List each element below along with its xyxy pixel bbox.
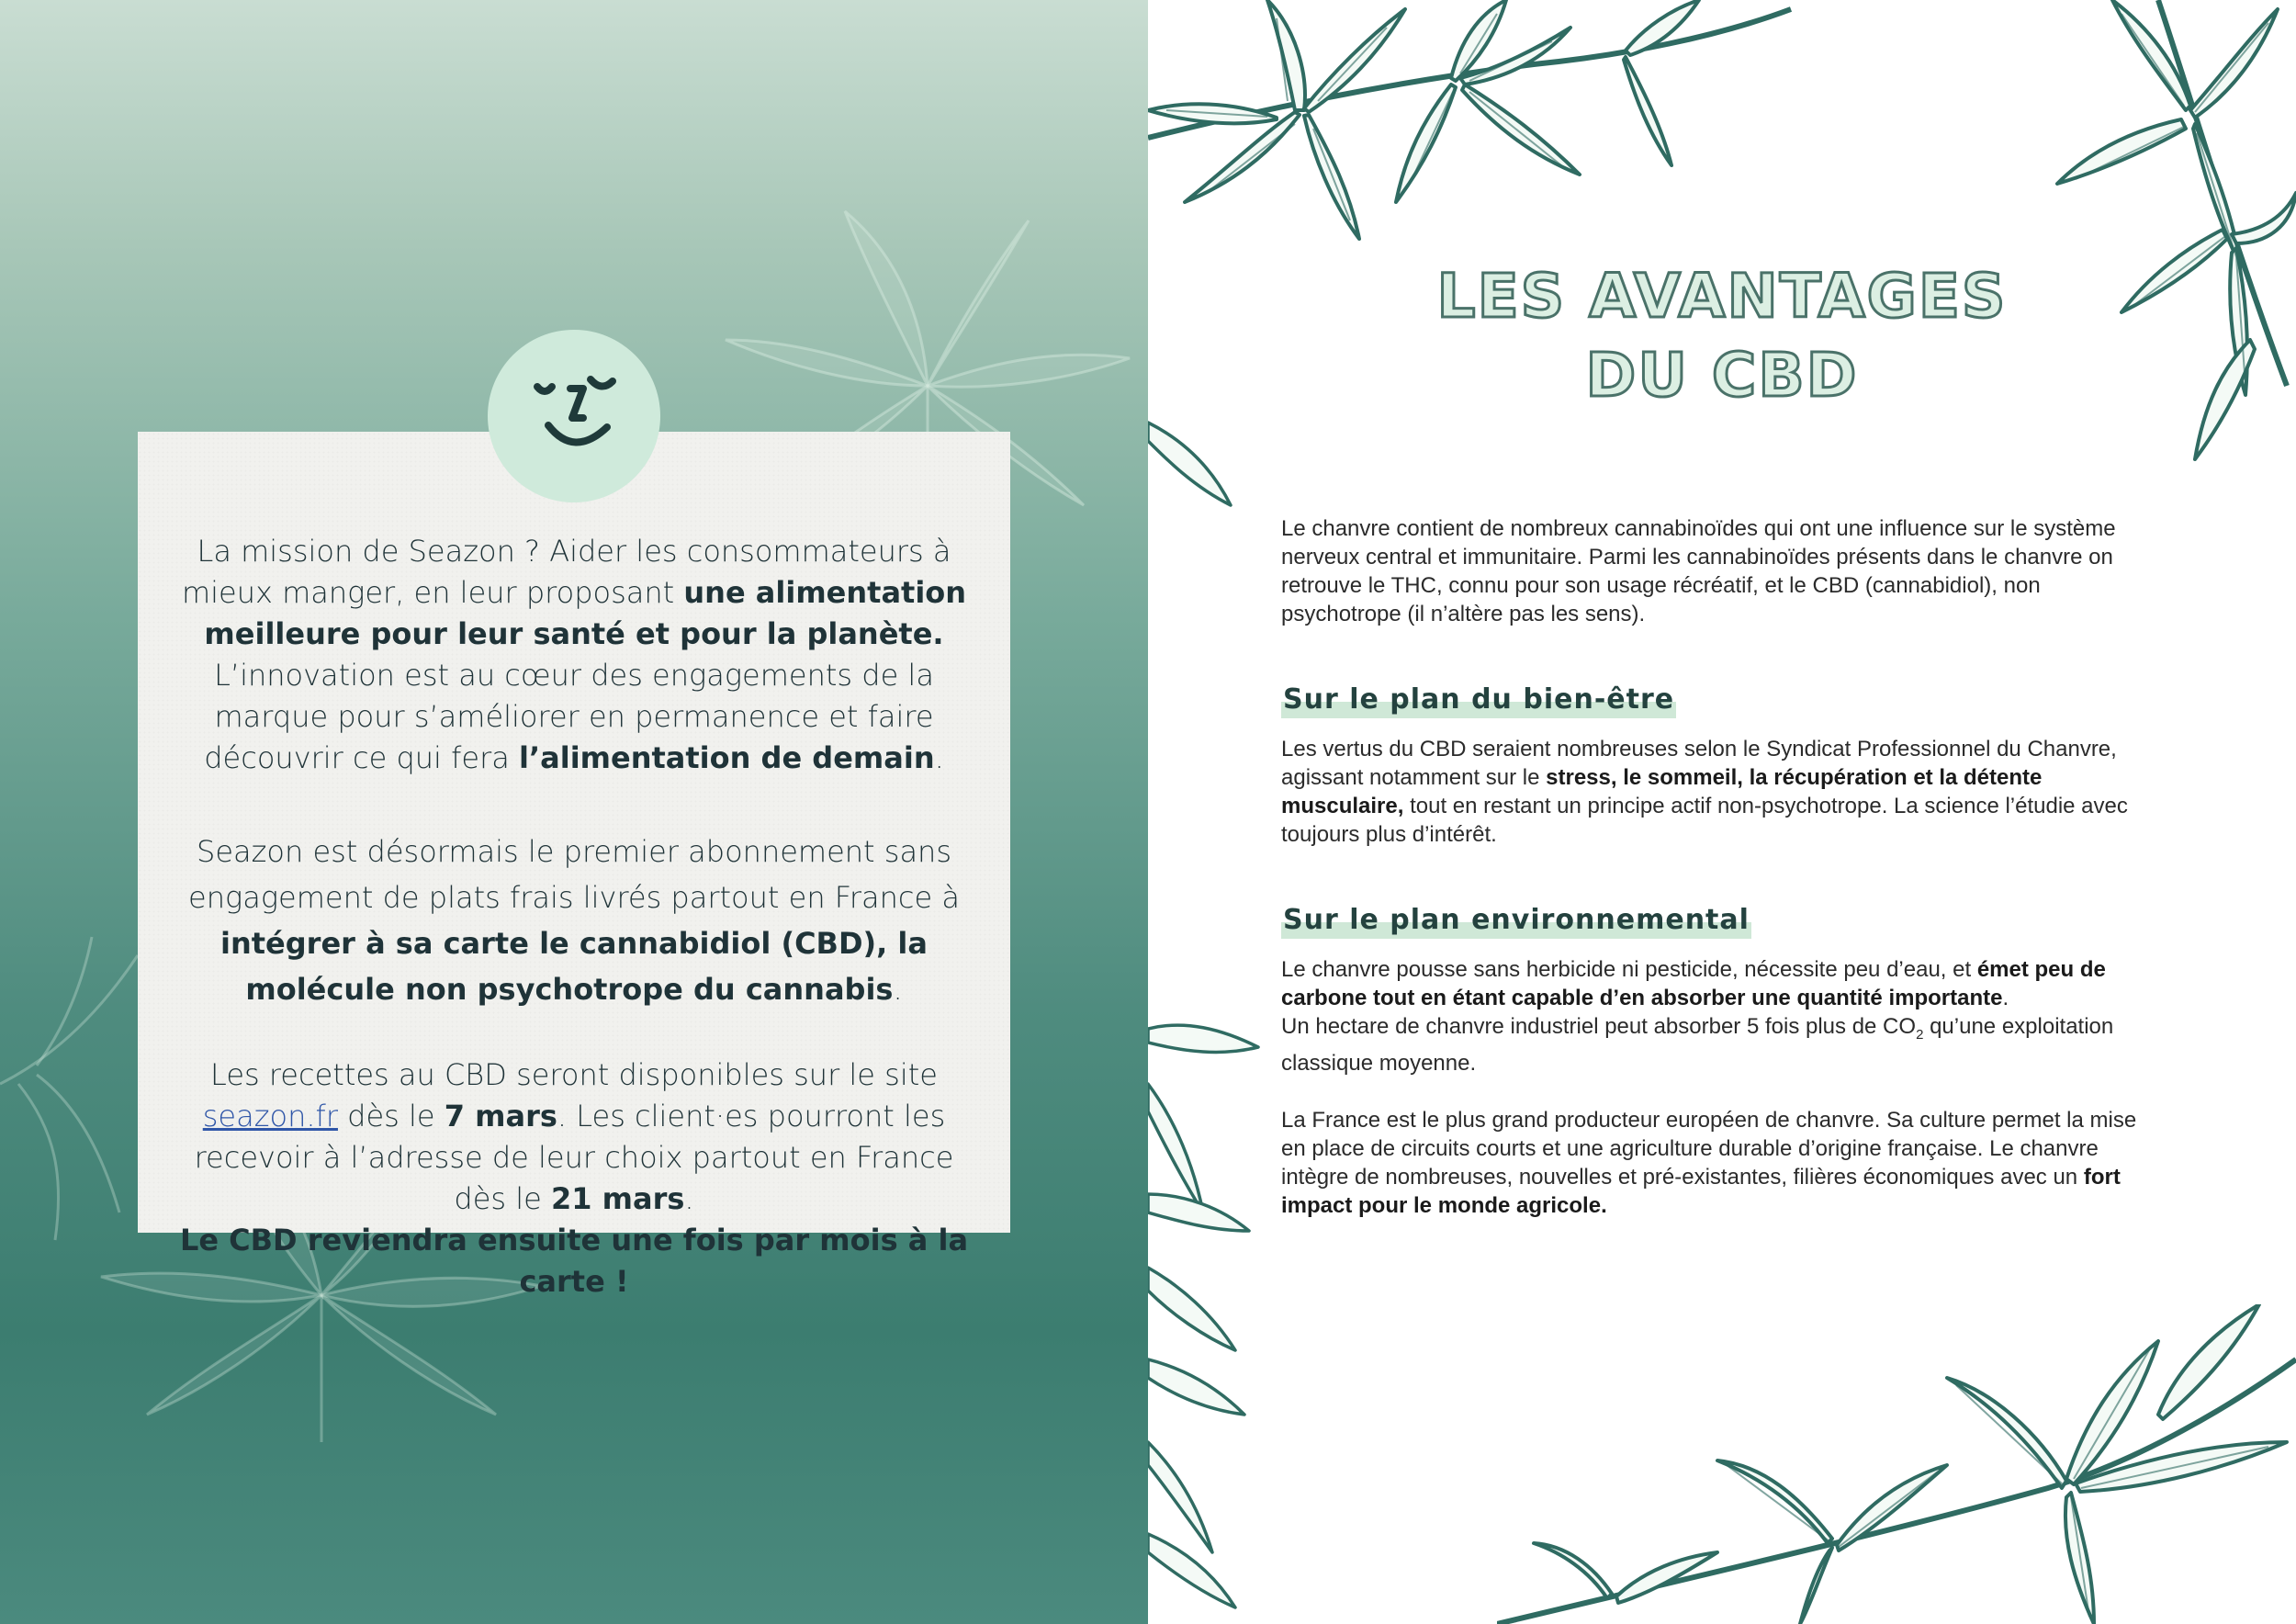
section-title-environment: Sur le plan environnemental xyxy=(1281,902,1751,939)
mission-card xyxy=(138,432,1010,1299)
mission-highlight: une alimentation meilleure pour leur santé et pour la planète. xyxy=(204,575,967,651)
monthly-return-note: Le CBD reviendra ensuite une fois par mois à la carte ! xyxy=(179,1223,969,1299)
france-text: La France est le plus grand producteur européen de chanvre. Sa culture permet la mise en place de circuits courts et une agriculture durable d’origine française. Le chanvre intègre de nombreuses, nouvelles et pré-existantes, filières économiques avec un xyxy=(1281,1107,2137,1190)
environment-highlight: émet peu de carbone tout en étant capable d’en absorber une quantité importante xyxy=(1281,957,2106,1010)
mission-paragraph xyxy=(174,531,974,779)
date-march-7: 7 mars xyxy=(444,1099,557,1133)
title-line-2: DU CBD xyxy=(1585,340,1859,411)
wellbeing-highlight: stress, le sommeil, la récupération et la détente musculaire, xyxy=(1281,765,2043,818)
smiley-badge xyxy=(488,330,660,502)
subscription-text: . xyxy=(893,972,903,1007)
intro-paragraph: Le chanvre contient de nombreux cannabinoïdes qui ont une influence sur le système nerveux central et immunitaire. Parmi les cannabinoïdes présents dans le chanvre on retrouve le THC, connu pour son usage récréatif, et le CBD (cannabidiol), non psychotrope (il n’altère pas les sens). xyxy=(1281,516,2116,626)
availability-text: . Les client·es pourront les recevoir à l’adresse de leur choix partout en France dès le xyxy=(194,1099,954,1216)
co2-subscript: 2 xyxy=(1916,1026,1924,1043)
mission-text: . xyxy=(934,740,944,775)
environment-text: . xyxy=(2002,986,2009,1010)
hemp-leaf-decoration-left xyxy=(0,900,147,1249)
right-page xyxy=(1148,0,2296,1624)
page-title xyxy=(1148,257,2296,415)
hemp-plant-illustration-bottom-right xyxy=(1497,1304,2296,1624)
wellbeing-text: tout en restant un principe actif non-psychotrope. La science l’étudie avec toujours plus d’intérêt. xyxy=(1281,794,2128,847)
subscription-highlight: intégrer à sa carte le cannabidiol (CBD), la molécule non psychotrope du cannabis xyxy=(220,926,928,1007)
seazon-link[interactable]: seazon.fr xyxy=(202,1099,338,1133)
mission-text: La mission de Seazon ? Aider les consommateurs à mieux manger, en leur proposant xyxy=(181,534,951,610)
france-paragraph xyxy=(1281,1106,2163,1220)
subscription-paragraph xyxy=(174,829,974,1012)
availability-text: . xyxy=(684,1181,694,1216)
availability-paragraph xyxy=(174,1054,974,1303)
wellbeing-text: Les vertus du CBD seraient nombreuses selon le Syndicat Professionnel du Chanvre, agissant notamment sur le xyxy=(1281,737,2117,790)
title-line-1: LES AVANTAGES xyxy=(1436,261,2008,332)
availability-text: Les recettes au CBD seront disponibles sur le site xyxy=(210,1057,938,1092)
date-march-21: 21 mars xyxy=(550,1181,685,1216)
environment-paragraph xyxy=(1281,955,2163,1077)
hemp-plant-illustration-left-edge xyxy=(1148,386,1267,1624)
article-body xyxy=(1281,514,2163,1220)
environment-text: qu’une exploitation classique moyenne. xyxy=(1281,1014,2114,1076)
environment-text: Le chanvre pousse sans herbicide ni pesticide, nécessite peu d’eau, et xyxy=(1281,957,1977,982)
environment-text: Un hectare de chanvre industriel peut absorber 5 fois plus de CO xyxy=(1281,1014,1917,1039)
hemp-plant-illustration-top-left xyxy=(1148,0,1809,248)
availability-text: dès le xyxy=(337,1099,445,1133)
subscription-text: Seazon est désormais le premier abonnement sans engagement de plats frais livrés partout en France à xyxy=(188,834,960,915)
section-title-wellbeing: Sur le plan du bien-être xyxy=(1281,682,1676,718)
mission-text: L’innovation est au cœur des engagements de la marque pour s’améliorer en permanence et faire découvrir ce qui fera xyxy=(204,658,934,775)
smiley-face-icon xyxy=(488,330,660,502)
mission-highlight: l’alimentation de demain xyxy=(519,740,935,775)
wellbeing-paragraph xyxy=(1281,735,2163,849)
france-highlight: fort impact pour le monde agricole. xyxy=(1281,1164,2121,1218)
